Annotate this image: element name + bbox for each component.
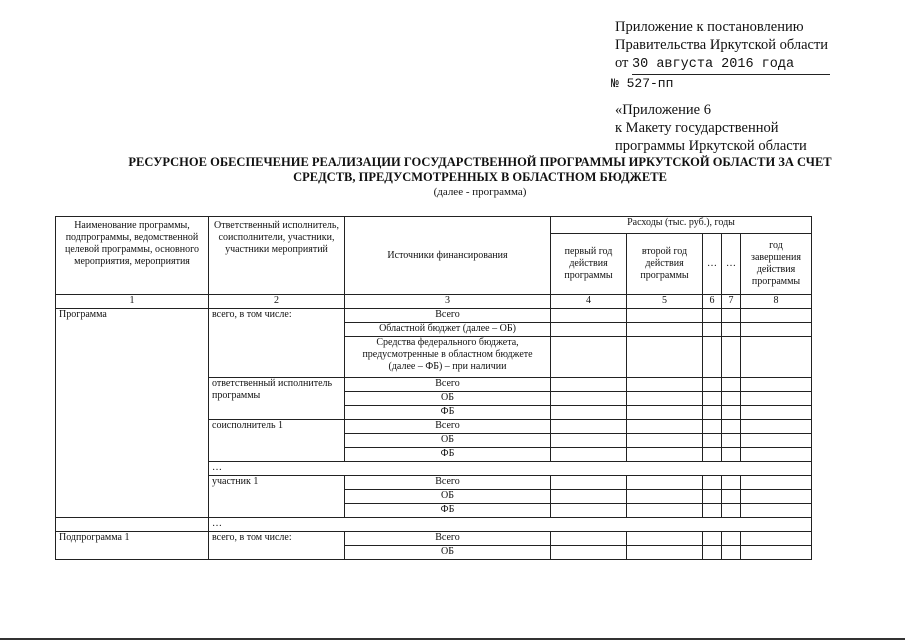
- subprogram-cell: Подпрограмма 1: [56, 532, 209, 560]
- header-source-cell: Источники финансирования: [345, 217, 551, 295]
- program-cell: Программа: [56, 309, 209, 518]
- appendix-line2: к Макету государственной: [615, 120, 779, 136]
- all-including-cell: всего, в том числе:: [209, 309, 345, 378]
- source-fb-full: Средства федерального бюджета, предусмотренные в областном бюджете (далее – ФБ) – при наличии: [345, 337, 551, 378]
- col-num: 7: [722, 295, 741, 309]
- from-label: от: [615, 55, 629, 71]
- resource-table: [55, 216, 812, 560]
- source-total: Всего: [345, 532, 551, 546]
- header-line1: Приложение к постановлению: [615, 19, 804, 35]
- source-total: Всего: [345, 476, 551, 490]
- decree-number: № 527-пп: [611, 76, 674, 91]
- header-year1: первый год действия программы: [551, 234, 627, 295]
- ellipsis-row: …: [209, 462, 812, 476]
- document-title: [60, 155, 900, 185]
- decree-date: 30 августа 2016 года: [632, 56, 830, 75]
- header-dots2: …: [722, 234, 741, 295]
- source-ob-full: Областной бюджет (далее – ОБ): [345, 323, 551, 337]
- col-num: 6: [703, 295, 722, 309]
- header-line2: Правительства Иркутской области: [615, 37, 829, 53]
- source-fb: ФБ: [345, 406, 551, 420]
- appendix-line1: «Приложение 6: [615, 102, 711, 118]
- resp-exec-cell: ответственный исполнитель программы: [209, 378, 345, 420]
- col-num: 4: [551, 295, 627, 309]
- source-ob: ОБ: [345, 434, 551, 448]
- header-dots1: …: [703, 234, 722, 295]
- col-num: 1: [56, 295, 209, 309]
- source-ob: ОБ: [345, 392, 551, 406]
- header-name-cell: Наименование программы, подпрограммы, ведомственной целевой программы, основного мероприятия, мероприятия: [56, 217, 209, 295]
- source-total: Всего: [345, 420, 551, 434]
- source-fb: ФБ: [345, 504, 551, 518]
- header-last-year: год завершения действия программы: [741, 234, 812, 295]
- source-total: Всего: [345, 378, 551, 392]
- document-subtitle: (далее - программа): [433, 186, 527, 198]
- participant-cell: участник 1: [209, 476, 345, 518]
- header-year2: второй год действия программы: [627, 234, 703, 295]
- header-expenses-cell: Расходы (тыс. руб.), годы: [551, 217, 812, 234]
- source-fb: ФБ: [345, 448, 551, 462]
- header-resp-cell: Ответственный исполнитель, соисполнители, участники, участники мероприятий: [209, 217, 345, 295]
- appendix-line3: программы Иркутской области: [615, 138, 807, 154]
- coexec-cell: соисполнитель 1: [209, 420, 345, 462]
- col-num: 8: [741, 295, 812, 309]
- source-ob: ОБ: [345, 546, 551, 560]
- col-num: 2: [209, 295, 345, 309]
- col-num: 3: [345, 295, 551, 309]
- all-including-cell: всего, в том числе:: [209, 532, 345, 560]
- title-line1: РЕСУРСНОЕ ОБЕСПЕЧЕНИЕ РЕАЛИЗАЦИИ ГОСУДАРСТВЕННОЙ ПРОГРАММЫ ИРКУТСКОЙ ОБЛАСТИ ЗА СЧЕТ: [128, 155, 832, 169]
- header-date-line: [615, 54, 830, 75]
- col-num: 5: [627, 295, 703, 309]
- source-ob: ОБ: [345, 490, 551, 504]
- title-line2: СРЕДСТВ, ПРЕДУСМОТРЕННЫХ В ОБЛАСТНОМ БЮДЖЕТЕ: [293, 170, 667, 184]
- ellipsis-row: …: [209, 518, 812, 532]
- source-total: Всего: [345, 309, 551, 323]
- approval-header: [611, 18, 830, 155]
